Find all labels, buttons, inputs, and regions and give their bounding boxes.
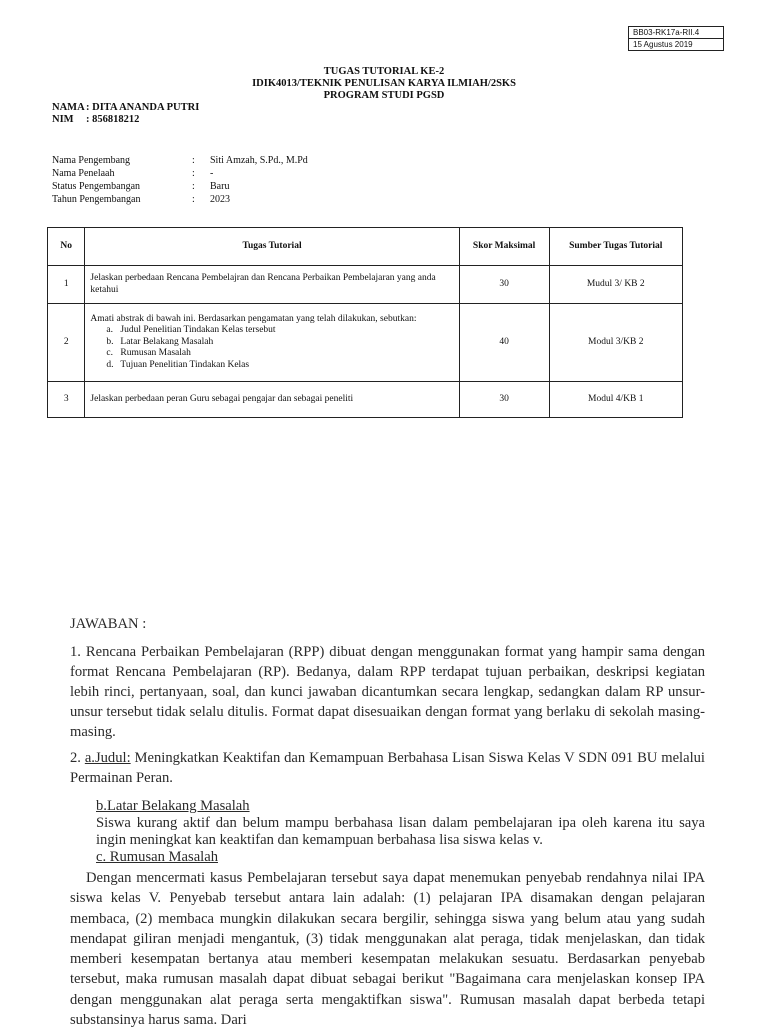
header-task: Tugas Tutorial [85, 228, 459, 266]
document-date: 15 Agustus 2019 [629, 38, 723, 50]
latar-heading: b.Latar Belakang Masalah [96, 798, 250, 814]
task-sublist [90, 325, 453, 371]
info-colon: : [192, 168, 195, 179]
list-text: Rumusan Masalah [120, 348, 191, 359]
name-label: NAMA [52, 102, 85, 113]
list-marker: b. [106, 336, 114, 347]
document-code-box [628, 26, 724, 51]
info-key: Nama Pengembang [52, 155, 131, 166]
list-text: Latar Belakang Masalah [120, 336, 214, 347]
info-row [52, 180, 308, 193]
info-colon: : [192, 181, 195, 192]
row-score: 30 [459, 382, 549, 418]
judul-label: a.Judul: [84, 750, 131, 766]
table-row [48, 304, 683, 382]
info-value: Siti Amzah, S.Pd., M.Pd [210, 155, 308, 166]
row-no: 1 [48, 266, 85, 304]
header-source: Sumber Tugas Tutorial [549, 228, 682, 266]
answer-paragraph-1: 1. Rencana Perbaikan Pembelajaran (RPP) dibuat dengan menggunakan format yang hampir sama dengan format Rencana Pembelajaran (RP). Bedanya, dalam RPP terdapat tujuan perbaikan, deskripsi kegiatan lebih rinci, pertanyaan, soal, dan kunci jawaban dicantumkan secara lengkap, sedangkan dalam RP unsur- unsur tersebut tidak selalu ditulis. Format dapat disesuaikan dengan format yang berlaku di sekolah masing-masing. [70, 644, 705, 740]
info-value: 2023 [210, 194, 230, 205]
list-item [106, 360, 453, 372]
row-task-intro: Amati abstrak di bawah ini. Berdasarkan pengamatan yang telah dilakukan, sebutkan: [90, 313, 417, 324]
list-item [106, 337, 453, 349]
row-score: 40 [459, 304, 549, 382]
answer-section [70, 614, 705, 1030]
list-marker: c. [106, 348, 113, 359]
info-row [52, 167, 308, 180]
row-source: Mudul 3/ KB 2 [549, 266, 682, 304]
nim-value: : 856818212 [86, 114, 140, 125]
row-source: Modul 3/KB 2 [549, 304, 682, 382]
list-text: Judul Penelitian Tindakan Kelas tersebut [120, 325, 276, 336]
info-colon: : [192, 194, 195, 205]
title-line-1: TUGAS TUTORIAL KE-2 [323, 66, 445, 77]
row-task: Jelaskan perbedaan Rencana Pembelajran dan Rencana Perbaikan Pembelajaran yang anda ketahui [85, 266, 459, 304]
header-no: No [48, 228, 85, 266]
list-marker: d. [106, 359, 114, 370]
table-row [48, 382, 683, 418]
rumusan-heading: c. Rumusan Masalah [96, 849, 218, 865]
list-marker: a. [106, 325, 113, 336]
list-item [106, 348, 453, 360]
rumusan-paragraph: Dengan mencermati kasus Pembelajaran tersebut saya dapat menemukan penyebab rendahnya nilai IPA siswa kelas V. Penyebab tersebut antara lain adalah: (1) pelajaran IPA disamakan dengan pelajaran membaca, (2) membaca mungkin dilakukan secara bergilir, sehingga siswa yang belum atau yang sudah mendapat giliran menjadi mengantuk, (3) tidak menggunakan alat peraga, tidak menjelaskan, dan tidak memberi kesempatan bertanya atau memberi kesempatan melakukan sesuatu. Berdasarkan penyebab tersebut, maka rumusan masalah dapat dibuat sebagai berikut "Bagaimana cara menjelaskan konsep IPA dengan menggunakan alat peraga serta mengaktifkan siswa". Rumusan masalah dapat berbeda tetapi substansinya harus sama. Dari [70, 870, 705, 1029]
latar-belakang-section [70, 798, 705, 866]
info-key: Status Pengembangan [52, 181, 141, 192]
row-source: Modul 4/KB 1 [549, 382, 682, 418]
tutorial-task-table [47, 227, 683, 418]
row-no: 2 [48, 304, 85, 382]
table-row [48, 266, 683, 304]
row-score: 30 [459, 266, 549, 304]
info-row [52, 154, 308, 167]
table-header-row [48, 228, 683, 266]
info-value: Baru [210, 181, 230, 192]
name-value: : DITA ANANDA PUTRI [86, 102, 200, 113]
info-row [52, 193, 308, 206]
developer-info [52, 154, 308, 206]
answer-heading: JAWABAN : [70, 616, 147, 632]
nim-label: NIM [52, 114, 74, 125]
latar-text: Siswa kurang aktif dan belum mampu berbahasa lisan dalam pembelajaran ipa oleh karena itu saya ingin meningkat kan keaktifan dan kemampuan berbahasa lisa siswa kelas v. [96, 815, 705, 848]
header-score: Skor Maksimal [459, 228, 549, 266]
document-code: BB03-RK17a-RII.4 [633, 28, 700, 37]
info-key: Nama Penelaah [52, 168, 115, 179]
answer-paragraph-2 [70, 748, 705, 788]
title-line-3: PROGRAM STUDI PGSD [323, 90, 445, 101]
document-title [0, 66, 768, 102]
title-line-2: IDIK4013/TEKNIK PENULISAN KARYA ILMIAH/2SKS [252, 78, 516, 89]
student-identity [52, 102, 199, 126]
row-no: 3 [48, 382, 85, 418]
answer-number: 2. [70, 750, 85, 766]
judul-text: Meningkatkan Keaktifan dan Kemampuan Berbahasa Lisan Siswa Kelas V SDN 091 BU melalui Permainan Peran. [70, 750, 705, 786]
info-colon: : [192, 155, 195, 166]
list-item [106, 325, 453, 337]
info-key: Tahun Pengembangan [52, 194, 141, 205]
row-task: Jelaskan perbedaan peran Guru sebagai pengajar dan sebagai peneliti [85, 382, 459, 418]
info-value: - [210, 168, 214, 179]
list-text: Tujuan Penelitian Tindakan Kelas [120, 359, 250, 370]
row-task [85, 304, 459, 382]
